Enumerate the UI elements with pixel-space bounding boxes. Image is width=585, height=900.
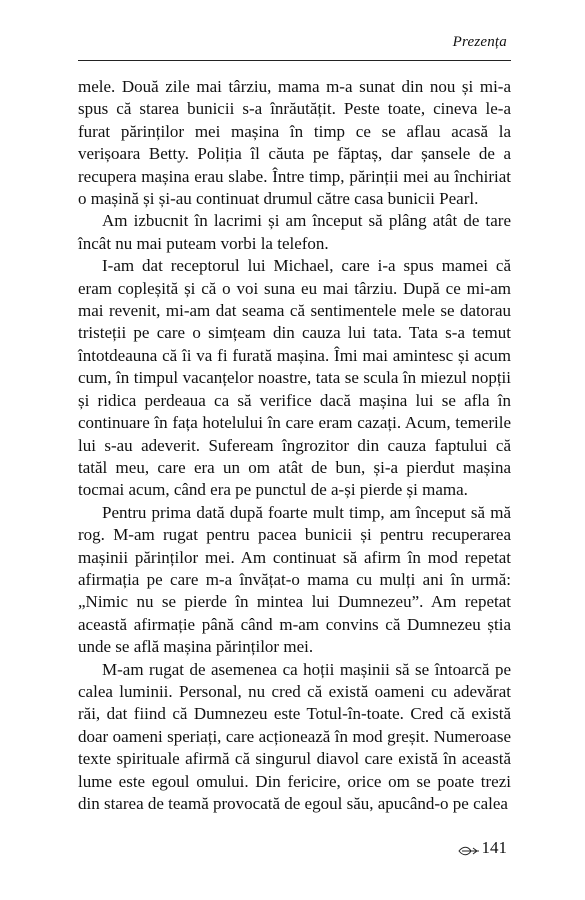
page-body bbox=[78, 76, 511, 815]
header-rule bbox=[78, 60, 511, 61]
running-header-title: Prezența bbox=[452, 34, 507, 50]
page-number: 141 bbox=[481, 838, 507, 857]
paragraph-4: Pentru prima dată după foarte mult timp, am început să mă rog. M-am rugat pentru pacea bunicii și pentru recuperarea mașinii părinților mei. Am continuat să afirm în mod repetat afirmația pe care m-a învățat-o mama cu mulți ani în urmă: „Nimic nu se pierde în mintea lui Dumnezeu”. Am repetat această afirmație până când m-am convins că Dumnezeu știa unde se află mașina părinților mei. bbox=[78, 502, 511, 657]
paragraph-5: M-am rugat de asemenea ca hoții mașinii să se întoarcă pe calea luminii. Personal, nu cred că există oameni cu adevărat răi, dat fiind că Dumnezeu este Totul-în-toate. Cred că există doar oameni speriați, care acționează în mod greșit. Numeroase texte spirituale afirmă că singurul diavol care există în această lume este egoul omului. Din fericire, orice om se poate trezi din starea de teamă provocată de egoul său, apucând-o pe calea bbox=[78, 659, 511, 813]
fleuron-icon bbox=[458, 842, 480, 854]
paragraph-2: Am izbucnit în lacrimi și am început să plâng atât de tare încât nu mai puteam vorbi la telefon. bbox=[78, 211, 511, 253]
paragraph-3: I-am dat receptorul lui Michael, care i-a spus mamei că eram copleșită și că o voi suna eu mai târziu. După ce mi-am mai revenit, mi-am dat seama că sentimentele mele se datorau tristeții pe care o simțeam din cauza lui tata. Tata s-a temut întotdeauna că îi va fi furată mașina. Îmi mai amintesc și acum cum, în timpul vacanțelor noastre, tata se scula în miezul nopții și ridica perdeaua ca să verifice dacă mașina lui se afla în continuare în fața hotelului în care eram cazați. Acum, temerile lui s-au adeverit. Sufeream îngrozitor din cauza faptului că tatăl meu, care era un om atât de bun, și-a pierdut mașina tocmai acum, când era pe punctul de a-și pierde și mama. bbox=[78, 256, 511, 500]
paragraph-1: mele. Două zile mai târziu, mama m-a sunat din nou și mi-a spus că starea bunicii s-a înrăutățit. Peste toate, cineva le-a furat părinților mei mașina în timp ce se aflau acasă la verișoara Betty. Poliția îl căuta pe făptaș, dar șansele de a recupera mașina erau slabe. Între timp, părinții mei au închiriat o mașină și și-au continuat drumul către casa bunicii Pearl. bbox=[78, 77, 511, 209]
page-footer bbox=[458, 838, 508, 858]
